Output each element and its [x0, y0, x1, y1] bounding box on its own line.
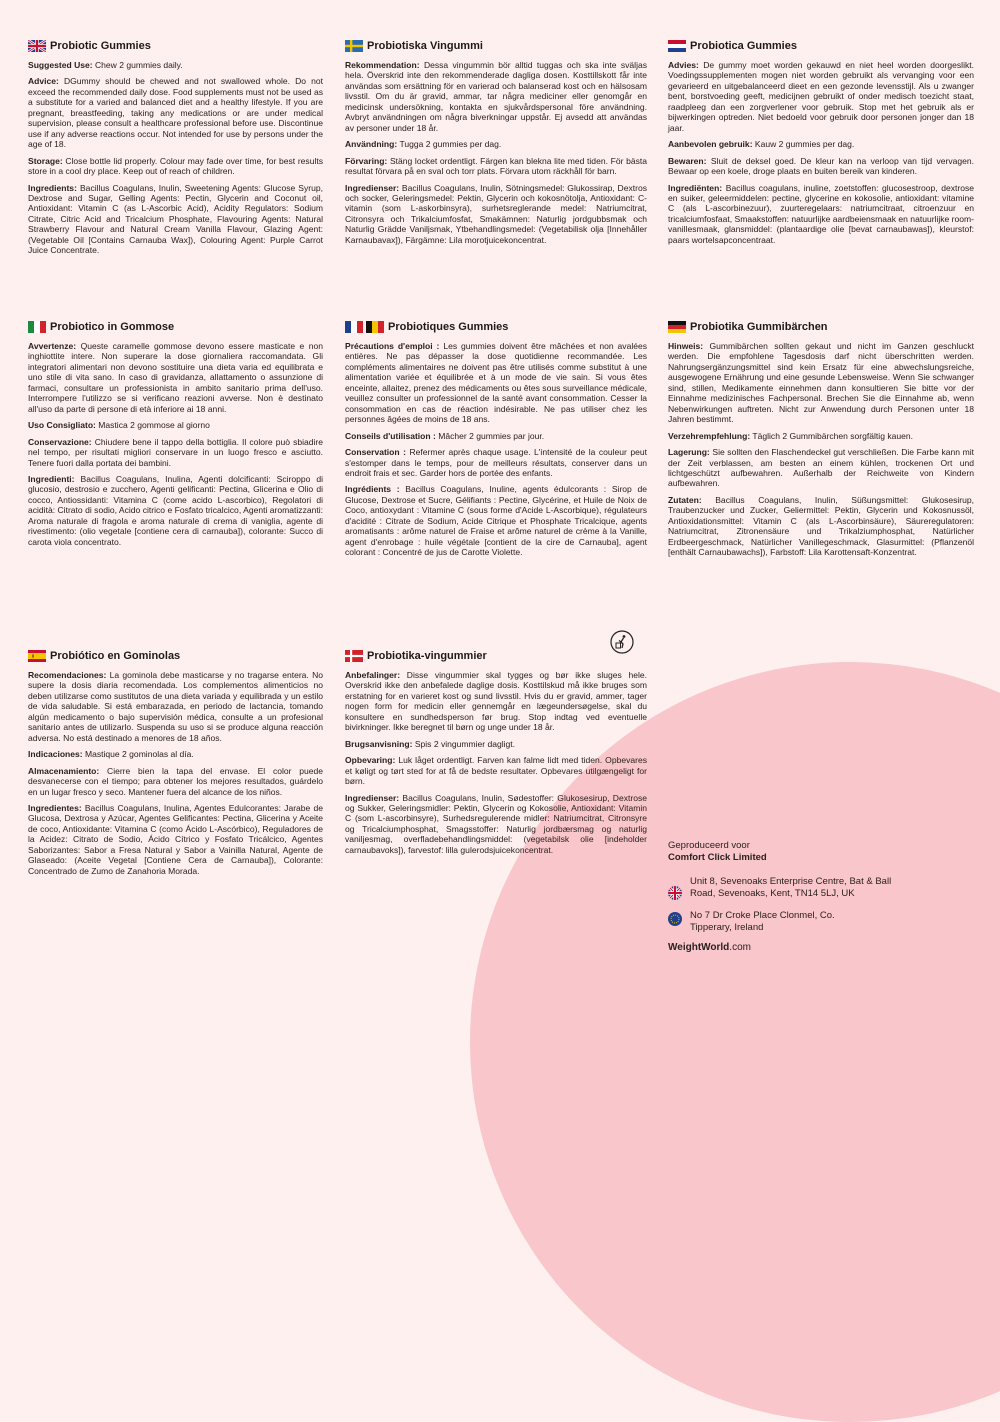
paragraph-label: Hinweis:: [668, 341, 704, 351]
section-title: Probiotiques Gummies: [388, 321, 509, 333]
paragraph-text: Bacillus Coagulans, Inuline, agents édulcorants : Sirop de Glucose, Dextrose et Sucre, Gélifiants : Pectine, Glycérine, et Huile de Noix de Coco, antioxydant : Vitamine C (sous forme d'Acide L-Ascorbique), régulateurs d'acidité : Citrate de Sodium, Acide Citrique et Phosphate Tricalcique, agents aromatisants : arôme naturel de Fraise et arôme naturel de crème à la Vanille, agent d'enrobage : huile végétale [contient de la cire de Carnauba], agent colorant : Concentré de jus de Carotte Violette.: [345, 484, 647, 558]
section-paragraph: [28, 766, 323, 797]
section-paragraph: [28, 437, 323, 468]
section-paragraph: [345, 484, 647, 557]
paragraph-text: Stäng locket ordentligt. Färgen kan blekna lite med tiden. För bästa resultat förvara på en sval och torr plats. Förvara utom räckhåll för barn.: [345, 155, 647, 177]
paragraph-text: Mâcher 2 gummies par jour.: [438, 430, 545, 441]
paragraph-label: Recomendaciones:: [28, 670, 107, 680]
paragraph-text: De gummy moet worden gekauwd en niet heel worden doorgeslikt. Voedingssupplementen mogen niet worden gebruikt als vervanging voor een gevarieerd en uitgebalanceerd dieet en een gezonde levensstijl. Als u zwanger bent, borstvoeding geeft, medicijnen gebruikt of onder medisch toezicht staat, raadpleeg dan een zorgverlener voor gebruik. Stop met het gebruik als er bijwerkingen optreden. Niet bedoeld voor gebruik door personen jonger dan 18 jaar.: [668, 60, 974, 133]
paragraph-text: Luk låget ordentligt. Farven kan falme lidt med tiden. Opbevares et køligt og tørt sted for at få de bedste resultater. Opbevares utilgængeligt for børn.: [345, 755, 647, 787]
paragraph-label: Advies:: [668, 60, 699, 70]
paragraph-label: Conservation :: [345, 447, 406, 458]
section-header: [668, 38, 974, 54]
section-title: Probiotiska Vingummi: [367, 40, 483, 52]
paragraph-text: Sluit de deksel goed. De kleur kan na verloop van tijd vervagen. Bewaar op een koele, droge plaats en buiten bereik van kinderen.: [668, 155, 975, 177]
section-header: [668, 319, 974, 335]
paragraph-text: Bacillus Coagulans, Inulin, Sweetening Agents: Glucose Syrup, Dextrose and Sugar, Gelling Agents: Pectin, Glycerin and Coconut oil, Antioxidant: Vitamin C (as L-Ascorbic Acid), Acidity Regulators: Sodium Citrate, Citric Acid and Tricalcium Phosphate, Flavouring Agents: Natural Strawberry Flavour and Natural Cream Vanilla Flavour, Glazing Agent: (Vegetable Oil [Contains Carnauba Wax]), Colouring Agent: Purple Carrot Juice Concentrate.: [28, 182, 324, 256]
paragraph-label: Aanbevolen gebruik:: [668, 139, 753, 150]
recycle-bin-icon: [610, 630, 634, 654]
eu-flag-icon: [668, 912, 682, 926]
paragraph-text: Tugga 2 gummies per dag.: [399, 139, 502, 150]
section-paragraph: [668, 156, 974, 177]
paragraph-label: Suggested Use:: [28, 60, 93, 70]
paragraph-label: Ingredienti:: [28, 473, 75, 484]
paragraph-label: Précautions d'emploi :: [345, 341, 440, 351]
section-paragraph: [28, 670, 323, 743]
section-paragraph: [345, 139, 647, 149]
paragraph-text: Bacillus Coagulans, Inulina, Agentes Edulcorantes: Jarabe de Glucosa, Dextrosa y Azúcar, Agentes Gelificantes: Pectina, Glicerina y Aceite de coco, Antioxidante: Vitamina C (como Ácido L-Ascórbico), Reguladores de la Acidez: Citrato de Sodio, Ácido Cítrico y Fosfato Tricálcico, Agentes Saborizantes: Sabor a Fresa Natural y Sabor a Vainilla Natural, Agente de Glaseado: (Aceite Vegetal [Contiene Cera de Carnauba]), Colorante: Concentrado de Zumo de Zanahoria Morada.: [28, 802, 323, 876]
paragraph-text: Disse vingummier skal tygges og bør ikke sluges hele. Overskrid ikke den anbefalede daglige dosis. Kosttilskud må ikke bruges som erstatning for en varieret kost og sund livsstil. Hvis du er gravid, ammer, tager nogen form for medicin eller gennemgår en lægeundersøgelse, skal du konsultere en sundhedsperson før brug. Stop indtag ved eventuelle bivirkninger. Ikke beregnet til børn og unge under 18 år.: [345, 670, 648, 733]
fr-be-flag-icon: [345, 321, 384, 333]
paragraph-label: Storage:: [28, 155, 63, 166]
website-link[interactable]: [668, 942, 908, 954]
section-paragraph: [345, 670, 647, 733]
paragraph-text: Bacillus Coagulans, Inulin, Sødestoffer: Glukosesirup, Dextrose og Sukker, Geleringsmidler: Pektin, Glycerin og Kokosolie, Antioxidant: Vitamin C (som L-ascorbinsyre), Surhedsregulerende midler: Natriumcitrat, Citronsyre og Tricalciumphosphat, Smagsstoffer: Naturlig jordbærsmag og naturlig vaniljesmag, overfladebehandlingsmiddel: (vegetabilsk olie [indeholder carnaubavoks]), farvestof: lilla gulerodsjuicekoncentrat.: [345, 792, 647, 855]
section-title: Probiotika-vingummier: [367, 650, 487, 662]
paragraph-text: Täglich 2 Gummibärchen sorgfältig kauen.: [752, 430, 913, 441]
section-paragraph: [668, 341, 974, 425]
section-en: [28, 38, 323, 262]
company-name: Comfort Click Limited: [668, 852, 767, 863]
section-title: Probiótico en Gominolas: [50, 650, 181, 662]
section-da: [345, 648, 647, 861]
section-paragraph: [28, 156, 323, 177]
uk-flag-icon: [668, 886, 682, 900]
section-paragraph: [28, 749, 323, 759]
section-paragraph: [668, 447, 974, 489]
paragraph-label: Bewaren:: [668, 155, 707, 166]
paragraph-label: Ingrediënten:: [668, 182, 723, 193]
eu-address: No 7 Dr Croke Place Clonmel, Co. Tipperary, Ireland: [690, 910, 835, 933]
paragraph-label: Användning:: [345, 139, 398, 150]
section-paragraph: [668, 60, 974, 133]
section-paragraph: [345, 60, 647, 133]
paragraph-label: Ingredients:: [28, 182, 77, 193]
paragraph-text: Les gummies doivent être mâchées et non avalées entières. Ne pas dépasser la dose quotidienne recommandée. Les compléments alimentaires ne doivent pas être utilisés comme substitut à une alimentation variée et équilibrée et à un mode de vie sain. Si vous êtes enceinte, allaitez, prenez des médicaments ou êtes sous surveillance médicale, veuillez consulter un professionnel de la santé avant consommation. Cesser la consommation en cas de réaction indésirable. Ne pas utiliser chez les personnes âgées de moins de 18 ans.: [345, 341, 648, 425]
section-paragraph: [345, 447, 647, 478]
section-paragraph: [668, 139, 974, 149]
section-paragraph: [668, 431, 974, 441]
section-paragraph: [345, 183, 647, 246]
it-flag-icon: [28, 321, 46, 333]
paragraph-label: Uso Consigliato:: [28, 420, 96, 431]
paragraph-label: Lagerung:: [668, 447, 710, 458]
paragraph-text: Refermer après chaque usage. L'intensité de la couleur peut s'estomper dans le temps, pour de meilleurs résultats, conserver dans un endroit frais et sec. Garder hors de portée des enfants.: [345, 447, 648, 478]
dk-flag-icon: [345, 650, 363, 662]
paragraph-text: Sie sollten den Flaschendeckel gut verschließen. Die Farbe kann mit der Zeit verblassen, am besten an einem kühlen, trockenen Ort und lichtgeschützt aufbewahren. Außerhalb der Reichweite von Kindern aufbewahren.: [668, 447, 974, 489]
section-sv: [345, 38, 647, 251]
paragraph-text: Mastique 2 gominolas al día.: [85, 749, 194, 760]
paragraph-label: Advice:: [28, 76, 59, 87]
paragraph-text: Spis 2 vingummier dagligt.: [414, 738, 516, 749]
paragraph-label: Anbefalinger:: [345, 670, 401, 680]
paragraph-label: Ingrédients :: [345, 484, 400, 495]
paragraph-text: Dessa vingummin bör alltid tuggas och ska inte sväljas hela. Överskrid inte den rekommenderade dagliga dosen. Kosttillskott får inte användas som ersättning för en varierad och balanserad kost och en hälsosam livsstil. Om du är gravid, ammar, tar några mediciner eller genomgår en medicinsk undersökning, kontakta en sjukvårdspersonal före användning. Avbryt användningen om några biverkningar uppstår. Ej avsedd att användas av personer under 18 år.: [345, 60, 648, 133]
paragraph-text: Chiudere bene il tappo della bottiglia. Il colore può sbiadire nel tempo, per risultati migliori conservare in un luogo fresco e asciutto. Tenere fuori dalla portata dei bambini.: [28, 436, 324, 468]
paragraph-label: Almacenamiento:: [28, 765, 100, 776]
paragraph-label: Ingredientes:: [28, 802, 82, 813]
section-paragraph: [28, 76, 323, 149]
paragraph-text: La gominola debe masticarse y no tragarse entera. No supere la dosis diaria recomendada. Los complementos alimenticios no deben utilizarse como sustitutos de una dieta variada y equilibrada y un estilo de vida saludable. Si está embarazada, en periodo de lactancia, tomando algún medicamento o bajo supervisión médica, consulte a un profesional sanitario antes de utilizarlo. Suspenda su uso si se produce alguna reacción adversa. No está destinado a menores de 18 años.: [28, 670, 323, 743]
section-paragraph: [28, 420, 323, 430]
section-header: [28, 319, 323, 335]
nl-flag-icon: [668, 40, 686, 52]
section-header: [28, 648, 323, 664]
paragraph-label: Zutaten:: [668, 494, 702, 505]
paragraph-label: Ingredienser:: [345, 182, 400, 193]
website-brand: WeightWorld: [668, 942, 730, 953]
section-paragraph: [28, 474, 323, 547]
paragraph-text: Kauw 2 gummies per dag.: [754, 139, 855, 150]
section-header: [345, 648, 647, 664]
section-paragraph: [28, 803, 323, 876]
website-domain: .com: [729, 942, 751, 953]
section-header: [28, 38, 323, 54]
paragraph-text: DGummy should be chewed and not swallowed whole. Do not exceed the recommended daily dose. Food supplements must not be used as a substitute for a varied and balanced diet and a healthy lifestyle. If you are pregnant, breastfeeding, taking any medications or are under medical supervision, please consult a healthcare professional before use. Discontinue use if any adverse reactions occur. Not intended for use by persons under the age of 18.: [28, 76, 324, 150]
paragraph-label: Förvaring:: [345, 155, 388, 166]
paragraph-text: Cierre bien la tapa del envase. El color puede desvanecerse con el tiempo; para obtener los mejores resultados, guárdelo en un lugar fresco y seco. Mantener fuera del alcance de los niños.: [28, 765, 324, 797]
section-paragraph: [345, 793, 647, 856]
section-es: [28, 648, 323, 882]
section-header: [345, 38, 647, 54]
section-paragraph: [28, 183, 323, 256]
paragraph-text: Bacillus Coagulans, Inulina, Agenti dolcificanti: Sciroppo di glucosio, destrosio e zucchero, Agenti gelificanti: Pectina, Glicerina e Olio di cocco, Antiossidanti: Vitamina C (come acido L-ascorbico), Regolatori di acidità: Citrato di sodio, Acido citrico e Fosfato tricalcico, Agenti aromatizzanti: Aroma naturale di fragola e aroma naturale di crema di vaniglia, agente di rivestimento: (olio vegetale [contiene cera di carnauba]), colorante: Succo di carota viola concentrato.: [28, 473, 323, 547]
paragraph-label: Conservazione:: [28, 436, 92, 447]
section-header: [345, 319, 647, 335]
paragraph-text: Queste caramelle gommose devono essere masticate e non inghiottite intere. Non superare la dose giornaliera raccomandata. Gli integratori alimentari non devono sostituire una dieta varia ed equilibrata e uno stile di vita sano. In caso di gravidanza, allattamento o assunzione di farmaci, consultare un professionista in ambito sanitario prima dell'uso. Interrompere l'utilizzo se si verificano reazioni avverse. Non è destinato all'uso da parte di persone di età inferiore ai 18 anni.: [28, 341, 323, 414]
paragraph-text: Close bottle lid properly. Colour may fade over time, for best results store in a cool dry place. Keep out of reach of children.: [28, 155, 323, 177]
section-paragraph: [668, 495, 974, 558]
section-paragraph: [345, 156, 647, 177]
paragraph-label: Rekommendation:: [345, 60, 420, 70]
de-flag-icon: [668, 321, 686, 333]
paragraph-label: Indicaciones:: [28, 749, 83, 760]
section-paragraph: [345, 341, 647, 425]
paragraph-text: Gummibärchen sollten gekaut und nicht im Ganzen geschluckt werden. Die empfohlene Tagesdosis darf nicht überschritten werden. Nahrungsergänzungsmittel sind kein Ersatz für eine abwechslungsreiche, ausgewogene Ernährung und eine gesunde Lebensweise. Wenn Sie schwanger sind, stillen, Medikamente einnehmen dann konsultieren Sie bitte vor der Einnahme medizinisches Fachpersonal. Brechen Sie die Einnahme ab, wenn Nebenwirkungen auftreten. Nicht zur Anwendung durch Personen unter 18 Jahren bestimmt.: [668, 341, 974, 425]
section-paragraph: [28, 341, 323, 414]
section-title: Probiotico in Gommose: [50, 321, 175, 333]
paragraph-text: Bacillus coagulans, inuline, zoetstoffen: glucosestroop, dextrose en suiker, geleermiddelen: pectine, glycerine en kokosolie, antioxidant: vitamine C (als L-ascorbinezuur), zuurteregelaars: natriumcitraat, citroenzuur en tricalciumfosfaat, Smaakstoffen: natuurlijke aardbeiensmaak en natuurlijke room-vanillesmaak, glansmiddel: (plantaardige olie [bevat carnaubawas]), kleurstof: paars wortelsapconcentraat.: [668, 182, 975, 245]
uk-address: Unit 8, Sevenoaks Enterprise Centre, Bat & Ball Road, Sevenoaks, Kent, TN14 5LJ, UK: [690, 876, 892, 899]
section-paragraph: [345, 431, 647, 441]
paragraph-label: Opbevaring:: [345, 755, 396, 766]
produced-for-label: Geproduceerd voor: [668, 840, 750, 851]
section-title: Probiotica Gummies: [690, 40, 797, 52]
section-it: [28, 319, 323, 553]
uk-flag-icon: [28, 40, 46, 52]
paragraph-text: Bacillus Coagulans, Inulin, Süßungsmittel: Glukosesirup, Traubenzucker und Zucker, Geliermittel: Pektin, Glycerin und Kokosnussöl, Antioxidationsmittel: Vitamin C (als L-Ascorbinsäure), Säureregulatoren: Natriumcitrat, Zitronensäure und Trikalziumphosphat, Natürlicher Erdbeergeschmack, Natürlicher Vanillegeschmack, Glasurmittel: (Pflanzenöl [enthält Carnaubawachs]), Farbstoff: Lila Karottensaft-Konzentrat.: [668, 494, 974, 558]
paragraph-text: Chew 2 gummies daily.: [94, 60, 183, 70]
paragraph-label: Conseils d'utilisation :: [345, 430, 436, 441]
paragraph-label: Verzehrempfehlung:: [668, 430, 751, 441]
se-flag-icon: [345, 40, 363, 52]
manufacturer-info: [668, 840, 908, 954]
eu-address-block: [668, 910, 908, 934]
uk-address-block: [668, 876, 908, 900]
section-paragraph: [668, 183, 974, 246]
section-paragraph: [345, 739, 647, 749]
paragraph-text: Mastica 2 gommose al giorno: [98, 420, 210, 431]
paragraph-text: Bacillus Coagulans, Inulin, Sötningsmedel: Glukossirap, Dextros och socker, Geleringsmedel: Pektin, Glycerin och kokosnötolja, Antioxidant: C-vitamin (som L-askorbinsyra), surhetsreglerande medel: Natriumcitrat, Citronsyra och Trikalciumfosfat, Smakämnen: Naturlig jordgubbsmak och Naturlig Grädde Vaniljsmak, Ytbehandlingsmedel: (Vegetabilisk olja [Innehåller Karnaubavax]), Färgämne: Lila morotjuicekoncentrat.: [345, 182, 647, 245]
section-title: Probiotic Gummies: [50, 40, 151, 52]
es-flag-icon: [28, 650, 46, 662]
section-paragraph: [28, 60, 323, 70]
section-fr: [345, 319, 647, 564]
section-paragraph: [345, 755, 647, 786]
paragraph-label: Ingredienser:: [345, 792, 400, 803]
section-title: Probiotika Gummibärchen: [690, 321, 828, 333]
paragraph-label: Brugsanvisning:: [345, 738, 413, 749]
section-de: [668, 319, 974, 564]
paragraph-label: Avvertenze:: [28, 341, 77, 351]
section-nl: [668, 38, 974, 251]
